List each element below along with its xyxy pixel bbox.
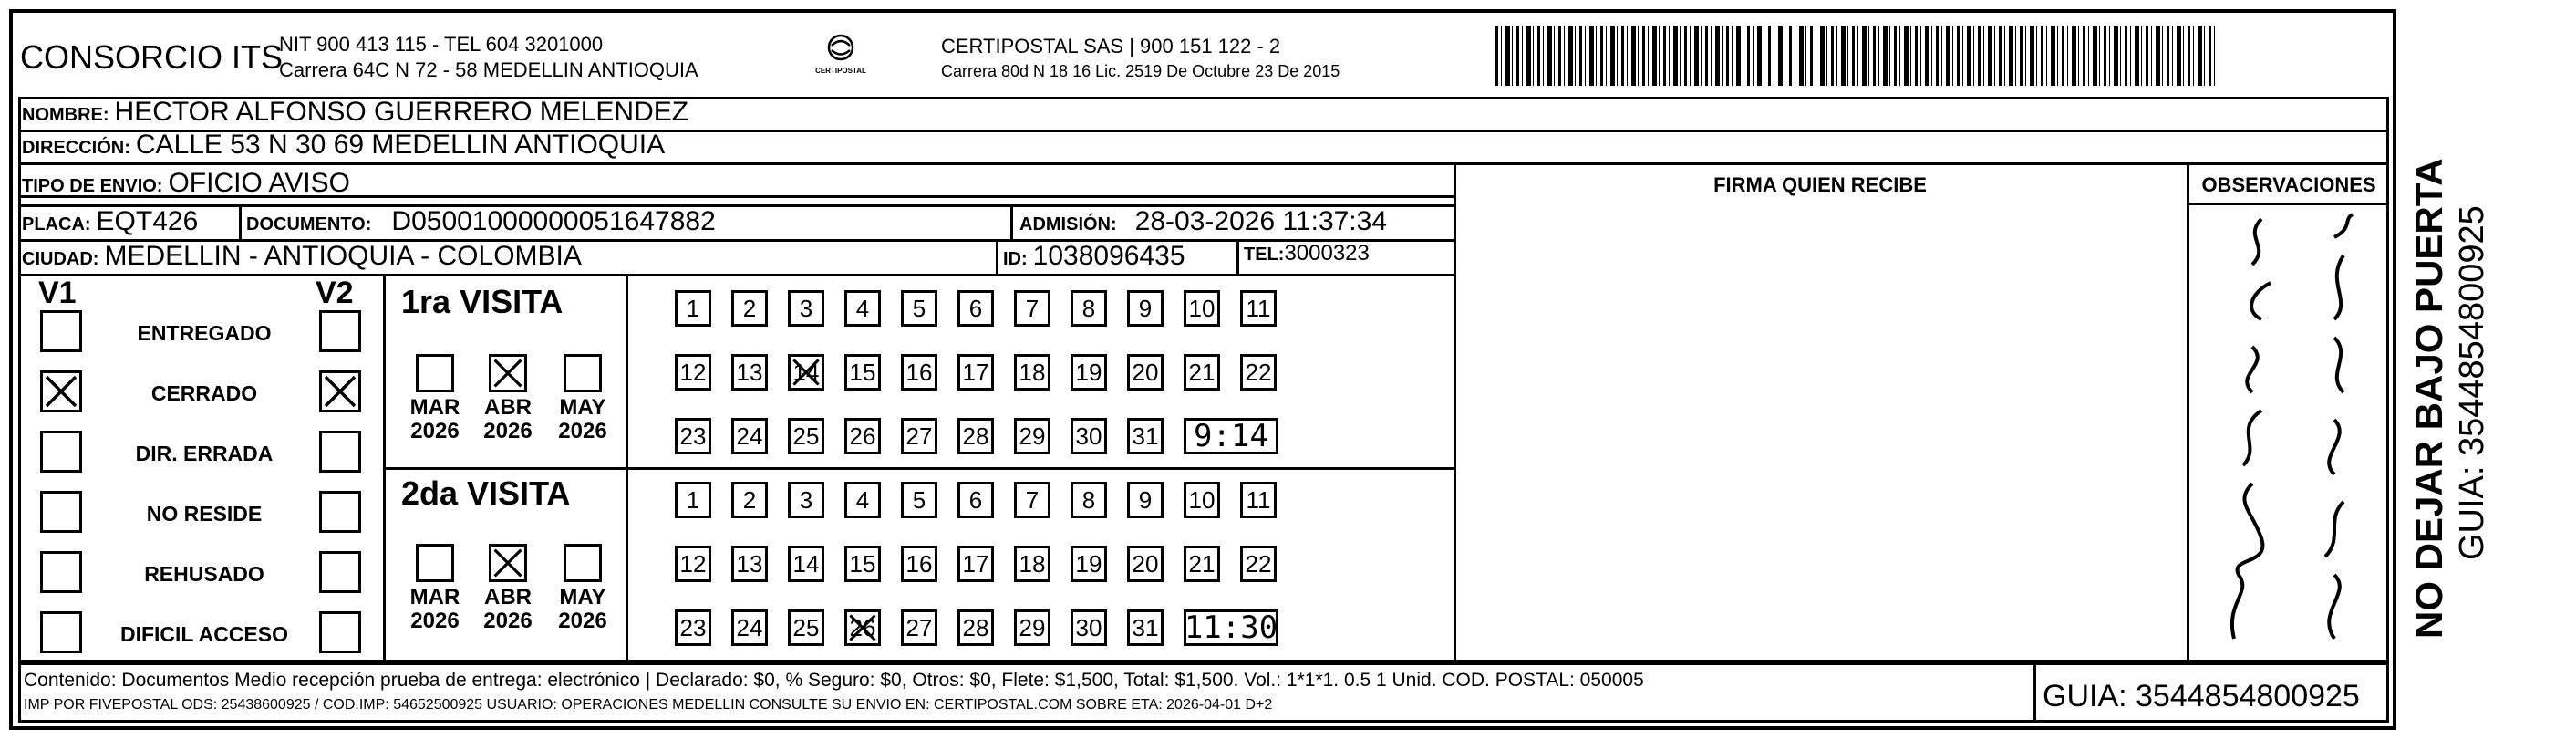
- first-day-number: 13: [736, 358, 763, 386]
- second-day-box[interactable]: [788, 609, 824, 646]
- second-day-box[interactable]: [675, 546, 711, 582]
- v1-checkbox[interactable]: [40, 310, 82, 352]
- certipostal-line2: Carrera 80d N 18 16 Lic. 2519 De Octubre 23 De 2015: [941, 62, 1340, 80]
- second-day-box[interactable]: [1127, 609, 1164, 646]
- second-day-box[interactable]: [957, 482, 994, 518]
- first-day-box[interactable]: [957, 354, 994, 391]
- first-visit-title: 1ra VISITA: [401, 283, 564, 320]
- second-day-number: 3: [799, 485, 813, 514]
- first-day-number: 28: [962, 422, 989, 450]
- status-label-1: CERRADO: [150, 381, 258, 405]
- status-label-4: REHUSADO: [144, 562, 264, 586]
- first-day-number: 25: [792, 422, 820, 450]
- footer-line1: Contenido: Documentos Medio recepción prueba de entrega: electrónico | Declarado: $0, % Seguro: $0, Otros: $0, Flete: $1,500, Total: $1,500. Vol.: 1*1*1. 0.5 1 Unid. COD. POSTAL: 050005: [24, 670, 1644, 691]
- company-address: Carrera 64C N 72 - 58 MEDELLIN ANTIOQUIA: [279, 58, 698, 81]
- second-day-box[interactable]: [901, 609, 937, 646]
- first-day-box[interactable]: [788, 354, 824, 391]
- x-mark-overlay: [791, 357, 822, 388]
- second-month-checkbox[interactable]: [489, 544, 527, 582]
- tipo-value: OFICIO AVISO: [168, 168, 350, 198]
- first-day-box[interactable]: [731, 290, 768, 327]
- first-day-box[interactable]: [788, 290, 824, 327]
- second-month-checkbox[interactable]: [416, 544, 454, 582]
- first-day-box[interactable]: [844, 290, 881, 327]
- second-day-number: 16: [905, 549, 933, 578]
- first-day-box[interactable]: [1014, 354, 1050, 391]
- second-day-number: 25: [792, 613, 820, 641]
- second-month-name: ABR: [484, 585, 532, 609]
- second-day-box[interactable]: [1071, 482, 1107, 518]
- first-month-checkbox[interactable]: [416, 354, 454, 392]
- second-day-box[interactable]: [788, 482, 824, 518]
- second-day-number: 14: [792, 549, 820, 578]
- first-day-number: 7: [1025, 294, 1040, 322]
- ciudad-value: MEDELLIN - ANTIOQUIA - COLOMBIA: [104, 241, 582, 271]
- first-month-name: MAR: [409, 395, 460, 420]
- first-day-number: 16: [905, 358, 933, 386]
- second-day-number: 4: [855, 485, 870, 514]
- second-day-number: 22: [1245, 549, 1272, 578]
- admision-label: ADMISIÓN:: [1019, 214, 1117, 234]
- first-day-number: 8: [1081, 294, 1096, 322]
- second-day-box[interactable]: [1240, 546, 1277, 582]
- status-label-3: NO RESIDE: [146, 502, 263, 526]
- second-day-box[interactable]: [1071, 609, 1107, 646]
- v1-checkbox[interactable]: [40, 491, 82, 533]
- tipo-row: [22, 168, 350, 199]
- placa-row: [22, 206, 198, 237]
- x-mark-icon: [322, 373, 358, 410]
- first-day-box[interactable]: [1071, 290, 1107, 327]
- first-month-year: 2026: [483, 419, 533, 443]
- status-label-2: DIR. ERRADA: [135, 442, 274, 465]
- logo-icon: [822, 33, 859, 62]
- id-row: [1003, 241, 1185, 272]
- first-month-year: 2026: [558, 419, 607, 443]
- company-name: CONSORCIO ITS: [20, 38, 284, 76]
- tel-label: TEL:: [1244, 245, 1285, 265]
- ciudad-label: CIUDAD:: [22, 249, 99, 269]
- direccion-value: CALLE 53 N 30 69 MEDELLIN ANTIOQUIA: [135, 130, 666, 160]
- first-day-box[interactable]: [788, 418, 824, 454]
- first-day-box[interactable]: [675, 354, 711, 391]
- second-day-box[interactable]: [731, 609, 768, 646]
- handwritten-observation: [2198, 210, 2380, 657]
- admision-row: [1019, 206, 1387, 237]
- admision-value: 28-03-2026 11:37:34: [1134, 206, 1388, 236]
- second-day-number: 6: [968, 485, 983, 514]
- second-day-number: 1: [686, 485, 700, 514]
- side-warning: NO DEJAR BAJO PUERTA: [2407, 158, 2450, 639]
- ciudad-row: [22, 241, 582, 272]
- second-day-number: 18: [1019, 549, 1046, 578]
- first-time-box[interactable]: 9:14: [1184, 418, 1278, 454]
- nombre-value: HECTOR ALFONSO GUERRERO MELENDEZ: [114, 97, 689, 127]
- second-day-number: 26: [849, 613, 876, 641]
- nombre-row: [22, 97, 688, 130]
- second-day-box[interactable]: [1184, 546, 1220, 582]
- documento-value: D05001000000051647882: [391, 206, 716, 236]
- v1-label: V1: [38, 276, 77, 310]
- first-day-number: 3: [799, 294, 813, 322]
- x-mark-overlay: [847, 612, 878, 643]
- certipostal-logo: [813, 33, 868, 82]
- v1-checkbox[interactable]: [40, 370, 82, 412]
- first-day-box[interactable]: [1127, 354, 1164, 391]
- first-day-box[interactable]: [1127, 418, 1164, 454]
- status-label-0: ENTREGADO: [137, 321, 272, 345]
- first-day-number: 23: [679, 422, 707, 450]
- first-day-box[interactable]: [1071, 354, 1107, 391]
- first-month-checkbox[interactable]: [489, 354, 527, 392]
- footer-line2: IMP POR FIVEPOSTAL ODS: 25438600925 / COD.IMP: 54652500925 USUARIO: OPERACIONES MEDELLIN CONSULTE SU ENVIO EN: CERTIPOSTAL.COM SOBRE ETA: 2026-04-01 D+2: [24, 697, 1273, 713]
- second-day-box[interactable]: [731, 546, 768, 582]
- first-day-number: 18: [1019, 358, 1046, 386]
- second-day-number: 13: [736, 549, 763, 578]
- first-day-number: 11: [1246, 294, 1271, 322]
- first-day-box[interactable]: [731, 418, 768, 454]
- first-day-box[interactable]: [1071, 418, 1107, 454]
- second-day-number: 19: [1075, 549, 1102, 578]
- first-day-number: 27: [905, 422, 933, 450]
- first-day-number: 26: [849, 422, 876, 450]
- second-day-box[interactable]: [675, 482, 711, 518]
- first-month-name: ABR: [484, 395, 532, 420]
- second-day-number: 28: [962, 613, 989, 641]
- second-day-number: 29: [1019, 613, 1046, 641]
- second-day-box[interactable]: [1127, 482, 1164, 518]
- id-label: ID:: [1003, 249, 1028, 269]
- second-day-number: 15: [849, 549, 876, 578]
- first-day-number: 2: [742, 294, 757, 322]
- first-day-number: 19: [1075, 358, 1102, 386]
- v1-checkbox[interactable]: [40, 551, 82, 593]
- second-day-box[interactable]: [1014, 546, 1050, 582]
- second-day-number: 10: [1188, 485, 1216, 514]
- v2-checkbox[interactable]: [319, 491, 361, 533]
- second-day-box[interactable]: [1014, 609, 1050, 646]
- first-day-box[interactable]: [675, 290, 711, 327]
- second-month-checkbox[interactable]: [564, 544, 602, 582]
- second-day-box[interactable]: [788, 546, 824, 582]
- second-day-number: 7: [1025, 485, 1040, 514]
- v2-checkbox[interactable]: [319, 611, 361, 653]
- v2-checkbox[interactable]: [319, 310, 361, 352]
- second-month-year: 2026: [410, 609, 460, 633]
- first-day-number: 14: [792, 358, 820, 386]
- x-mark-icon: [43, 373, 79, 410]
- placa-value: EQT426: [96, 206, 199, 236]
- id-value: 1038096435: [1032, 241, 1185, 271]
- second-day-box[interactable]: [731, 482, 768, 518]
- side-guia: GUIA: 3544854800925: [2453, 205, 2491, 560]
- v2-checkbox[interactable]: [319, 370, 361, 412]
- first-month-name: MAY: [559, 395, 606, 420]
- first-day-number: 4: [855, 294, 870, 322]
- second-day-box[interactable]: [844, 609, 881, 646]
- first-day-box[interactable]: [1240, 290, 1277, 327]
- second-day-number: 20: [1132, 549, 1159, 578]
- footer-guia: GUIA: 3544854800925: [2043, 679, 2360, 714]
- first-day-box[interactable]: [901, 354, 937, 391]
- second-day-number: 17: [962, 549, 989, 578]
- first-month-year: 2026: [410, 419, 460, 443]
- second-month-year: 2026: [558, 609, 607, 633]
- second-day-box[interactable]: [957, 546, 994, 582]
- first-day-box[interactable]: [1184, 290, 1220, 327]
- second-day-number: 12: [679, 549, 707, 578]
- second-day-box[interactable]: [1127, 546, 1164, 582]
- first-day-box[interactable]: [844, 418, 881, 454]
- direccion-row: [22, 130, 665, 162]
- second-day-number: 21: [1188, 549, 1216, 578]
- second-day-box[interactable]: [1184, 482, 1220, 518]
- barcode: [1495, 26, 2216, 86]
- first-day-number: 12: [679, 358, 707, 386]
- second-day-number: 11: [1246, 485, 1271, 514]
- second-day-number: 27: [905, 613, 933, 641]
- tipo-label: TIPO DE ENVIO:: [22, 176, 163, 196]
- first-day-box[interactable]: [957, 418, 994, 454]
- second-month-name: MAR: [409, 585, 460, 609]
- second-day-number: 2: [742, 485, 757, 514]
- first-day-box[interactable]: [731, 354, 768, 391]
- second-day-number: 23: [679, 613, 707, 641]
- first-day-number: 9: [1138, 294, 1153, 322]
- tel-value: 3000323: [1284, 241, 1370, 266]
- placa-label: PLACA:: [22, 214, 91, 234]
- first-day-number: 31: [1132, 422, 1159, 450]
- second-day-box[interactable]: [675, 609, 711, 646]
- first-day-number: 24: [736, 422, 763, 450]
- v2-checkbox[interactable]: [319, 551, 361, 593]
- second-day-box[interactable]: [1071, 546, 1107, 582]
- observaciones-label: OBSERVACIONES: [2201, 173, 2376, 196]
- second-day-number: 31: [1132, 613, 1159, 641]
- first-day-number: 5: [912, 294, 926, 322]
- second-day-box[interactable]: [844, 482, 881, 518]
- first-day-number: 30: [1075, 422, 1102, 450]
- first-day-box[interactable]: [1240, 354, 1277, 391]
- second-day-box[interactable]: [957, 609, 994, 646]
- x-mark-icon: [847, 612, 878, 643]
- x-mark-icon: [491, 357, 524, 390]
- first-day-box[interactable]: [1014, 418, 1050, 454]
- company-nit: NIT 900 413 115 - TEL 604 3201000: [279, 33, 604, 56]
- documento-row: [246, 206, 716, 237]
- first-day-box[interactable]: [675, 418, 711, 454]
- first-day-box[interactable]: [901, 418, 937, 454]
- first-day-number: 17: [962, 358, 989, 386]
- first-day-number: 10: [1188, 294, 1216, 322]
- certipostal-line1: CERTIPOSTAL SAS | 900 151 122 - 2: [941, 35, 1281, 57]
- first-day-number: 1: [686, 294, 700, 322]
- first-day-box[interactable]: [901, 290, 937, 327]
- first-day-number: 15: [849, 358, 876, 386]
- firma-label: FIRMA QUIEN RECIBE: [1713, 173, 1927, 196]
- second-day-box[interactable]: [844, 546, 881, 582]
- second-day-box[interactable]: [901, 546, 937, 582]
- v1-checkbox[interactable]: [40, 431, 82, 473]
- second-day-number: 9: [1138, 485, 1153, 514]
- nombre-label: NOMBRE:: [22, 105, 109, 125]
- second-day-box[interactable]: [1240, 482, 1277, 518]
- first-day-box[interactable]: [957, 290, 994, 327]
- first-day-number: 21: [1188, 358, 1216, 386]
- second-visit-title: 2da VISITA: [401, 474, 571, 512]
- second-month-name: MAY: [559, 585, 606, 609]
- v1-checkbox[interactable]: [40, 611, 82, 653]
- logo-text: CERTIPOSTAL: [815, 67, 866, 75]
- first-day-number: 20: [1132, 358, 1159, 386]
- first-day-box[interactable]: [1014, 290, 1050, 327]
- v2-checkbox[interactable]: [319, 431, 361, 473]
- first-day-number: 22: [1245, 358, 1272, 386]
- second-time-box[interactable]: 11:30: [1184, 609, 1278, 646]
- x-mark-icon: [491, 547, 524, 579]
- x-mark-icon: [791, 357, 822, 388]
- tel-row: [1244, 241, 1370, 266]
- second-day-number: 24: [736, 613, 763, 641]
- status-label-5: DIFICIL ACCESO: [119, 622, 288, 646]
- second-month-year: 2026: [483, 609, 533, 633]
- first-day-box[interactable]: [1184, 354, 1220, 391]
- second-day-number: 5: [912, 485, 926, 514]
- first-day-number: 6: [968, 294, 983, 322]
- first-day-number: 29: [1019, 422, 1046, 450]
- first-month-checkbox[interactable]: [564, 354, 602, 392]
- first-day-box[interactable]: [844, 354, 881, 391]
- second-day-box[interactable]: [1014, 482, 1050, 518]
- v2-label: V2: [316, 276, 354, 310]
- documento-label: DOCUMENTO:: [246, 214, 372, 234]
- second-day-number: 30: [1075, 613, 1102, 641]
- second-day-number: 8: [1081, 485, 1096, 514]
- second-day-box[interactable]: [901, 482, 937, 518]
- first-day-box[interactable]: [1127, 290, 1164, 327]
- direccion-label: DIRECCIÓN:: [22, 138, 130, 158]
